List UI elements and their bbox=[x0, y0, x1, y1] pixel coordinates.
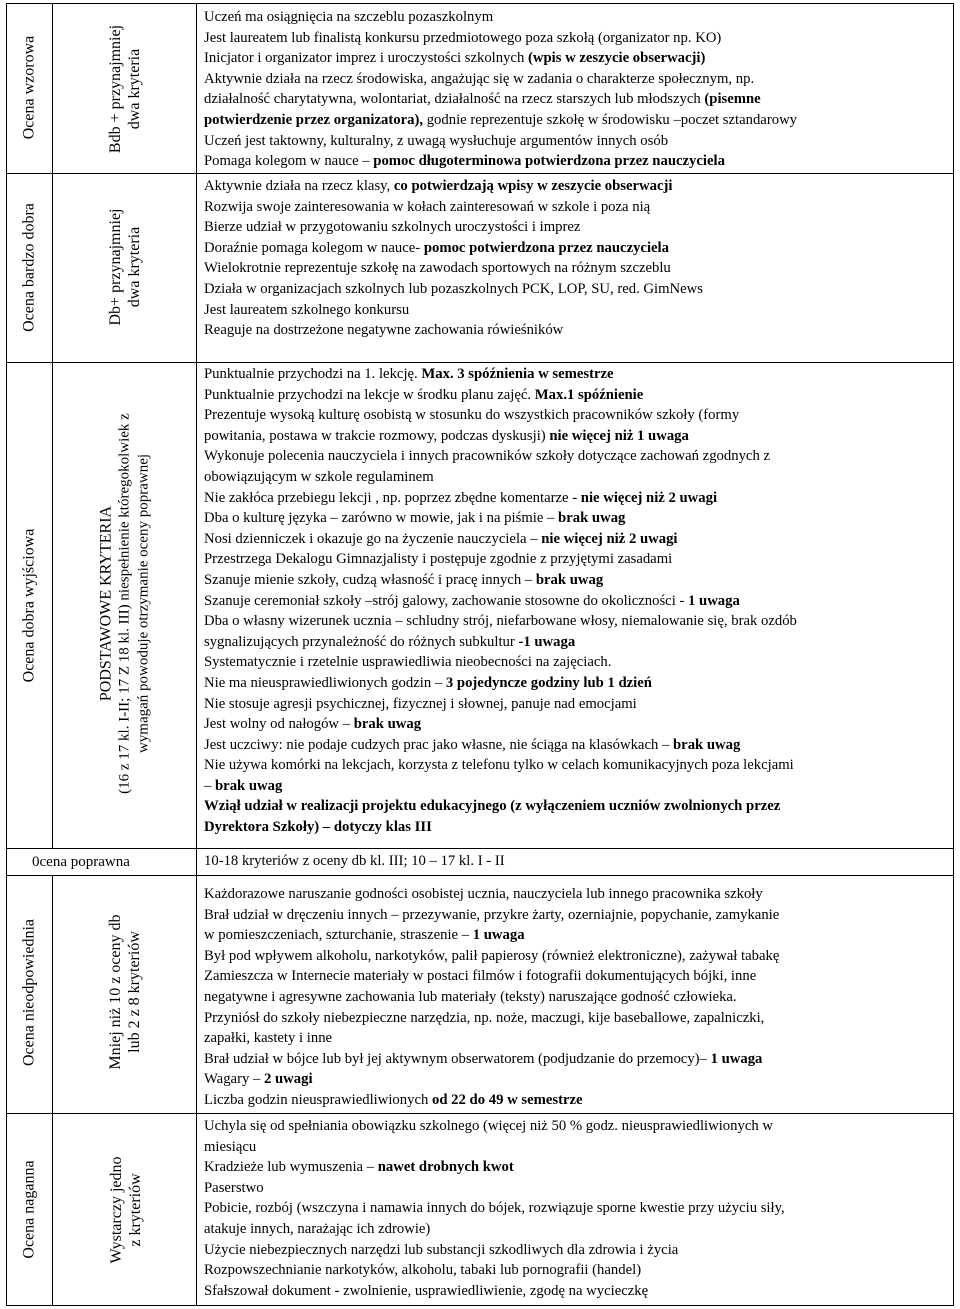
requirement-naganna: Wystarczy jedno z kryteriów bbox=[108, 1156, 144, 1264]
criterion-line bbox=[204, 611, 940, 632]
criterion-line bbox=[204, 652, 940, 673]
criterion-emphasis: od 22 do 49 w semestrze bbox=[432, 1091, 583, 1108]
table-border-top bbox=[6, 3, 954, 4]
criterion-line bbox=[204, 1157, 940, 1178]
criterion-text: Nie ma nieusprawiedliwionych godzin – bbox=[204, 674, 446, 691]
criterion-line bbox=[204, 151, 940, 172]
criterion-line bbox=[204, 28, 940, 49]
criterion-text: Uchyla się od spełniania obowiązku szkolnego (więcej niż 50 % godz. nieusprawiedliwionych w bbox=[204, 1118, 773, 1134]
criterion-text: negatywne i agresywne zachowania lub materiały (teksty) naruszające godność człowieka. bbox=[204, 988, 737, 1005]
criterion-line bbox=[204, 7, 940, 28]
criterion-line bbox=[204, 1008, 940, 1029]
criterion-text: działalność charytatywna, wolontariat, działalność na rzecz starszych lub młodszych bbox=[204, 91, 705, 108]
col-divider-2-top bbox=[196, 3, 197, 849]
table-border-bottom bbox=[6, 1305, 954, 1306]
criterion-text: Uczeń jest taktowny, kulturalny, z uwagą wysłuchuje argumentów innych osób bbox=[204, 132, 669, 149]
criterion-text: Punktualnie przychodzi na lekcje w środku planu zajęć. bbox=[204, 386, 535, 403]
criterion-line bbox=[204, 796, 940, 817]
criterion-emphasis: (wpis w zeszycie obserwacji) bbox=[527, 50, 706, 67]
criterion-text: Inicjator i organizator imprez i uroczystości szkolnych bbox=[204, 50, 528, 67]
col-divider-1-top bbox=[52, 3, 53, 849]
criterion-line bbox=[204, 673, 940, 694]
criterion-line bbox=[204, 1260, 940, 1281]
criterion-line bbox=[204, 238, 940, 259]
criterion-line bbox=[204, 385, 940, 406]
criterion-text: Punktualnie przychodzi na 1. lekcję. bbox=[204, 366, 422, 382]
grade-name-nieodpowiednia: Ocena nieodpowiednia bbox=[20, 918, 38, 1067]
criteria-list-naganna bbox=[204, 1116, 940, 1301]
criterion-emphasis: 1 uwaga bbox=[472, 927, 525, 944]
criterion-text: Prezentuje wysoką kulturę osobistą w stosunku do wszystkich pracowników szkoły (formy bbox=[204, 407, 740, 424]
criterion-line bbox=[204, 446, 940, 467]
criterion-emphasis: (pisemne bbox=[704, 91, 761, 108]
criterion-emphasis: Dyrektora Szkoły) – dotyczy klas III bbox=[204, 819, 432, 836]
criterion-text: sygnalizujących przynależność do różnych subkultur bbox=[204, 633, 519, 650]
criteria-list-dobra bbox=[204, 364, 940, 838]
criterion-emphasis: nie więcej niż 1 uwaga bbox=[549, 427, 689, 444]
criterion-text: Jest laureatem szkolnego konkursu bbox=[204, 301, 410, 318]
criterion-line bbox=[204, 884, 940, 905]
grade-name-dobra: Ocena dobra wyjściowa bbox=[20, 528, 38, 683]
criterion-line bbox=[204, 987, 940, 1008]
criterion-line bbox=[204, 946, 940, 967]
criterion-text: Użycie niebezpiecznych narzędzi lub substancji szkodliwych dla zdrowia i życia bbox=[204, 1241, 679, 1258]
criterion-emphasis: 3 pojedyncze godziny lub 1 dzień bbox=[445, 674, 652, 691]
criterion-line bbox=[204, 925, 940, 946]
criterion-line bbox=[204, 48, 940, 69]
criterion-text: Brał udział w bójce lub był jej aktywnym obserwatorem (podjudzanie do przemocy)– bbox=[204, 1050, 711, 1067]
criterion-poprawna: 10-18 kryteriów z oceny db kl. III; 10 – 17 kl. I - II bbox=[204, 853, 505, 869]
criterion-line bbox=[204, 197, 940, 218]
criterion-line bbox=[204, 1137, 940, 1158]
criterion-line bbox=[204, 364, 940, 385]
col-divider-2-bottom bbox=[196, 875, 197, 1306]
grade-name-poprawna: 0cena poprawna bbox=[32, 854, 130, 870]
criterion-text: Dba o kulturę języka – zarówno w mowie, jak i na piśmie – bbox=[204, 510, 559, 527]
criterion-text: Reaguje na dostrzeżone negatywne zachowania rówieśników bbox=[204, 322, 564, 339]
criterion-line bbox=[204, 755, 940, 776]
criterion-text: Działa w organizacjach szkolnych lub pozaszkolnych PCK, LOP, SU, red. GimNews bbox=[204, 280, 703, 297]
criterion-text: Pobicie, rozbój (wszczyna i namawia innych do bójek, rozwiązuje sporne kwestie przy użyciu siły, bbox=[204, 1200, 785, 1217]
criterion-line bbox=[204, 714, 940, 735]
criterion-text: Wagary – bbox=[204, 1071, 264, 1088]
criterion-emphasis: nie więcej niż 2 uwagi bbox=[541, 530, 678, 547]
criterion-text: Dba o własny wizerunek ucznia – schludny strój, niefarbowane włosy, niemalowanie się, brak ozdób bbox=[204, 613, 797, 630]
criterion-line bbox=[204, 549, 940, 570]
criterion-text: Nosi dzienniczek i okazuje go na życzenie nauczyciela – bbox=[204, 530, 542, 547]
criterion-line bbox=[204, 905, 940, 926]
criterion-emphasis: brak uwag bbox=[535, 571, 604, 588]
criterion-line bbox=[204, 735, 940, 756]
criterion-line bbox=[204, 426, 940, 447]
criterion-emphasis: -1 uwaga bbox=[518, 633, 576, 650]
criterion-line bbox=[204, 632, 940, 653]
criterion-emphasis: Max.1 spóźnienie bbox=[534, 386, 644, 403]
criterion-emphasis: brak uwag bbox=[353, 716, 422, 733]
criterion-text: Był pod wpływem alkoholu, narkotyków, palił papierosy (również elektroniczne), zażywał tabakę bbox=[204, 947, 780, 964]
criterion-emphasis: brak uwag bbox=[215, 777, 283, 794]
criterion-text: powitania, postawa w trakcie rozmowy, podczas dyskusji) bbox=[204, 427, 550, 444]
criterion-text: Przyniósł do szkoły niebezpieczne narzędzia, np. noże, maczugi, kije baseballowe, zapalniczki, bbox=[204, 1009, 765, 1026]
criterion-line bbox=[204, 1069, 940, 1090]
criterion-emphasis: co potwierdzają wpisy w zeszycie obserwacji bbox=[393, 178, 673, 194]
criterion-line bbox=[204, 69, 940, 90]
criterion-text: miesiącu bbox=[204, 1138, 257, 1155]
criterion-emphasis: potwierdzenie przez organizatora), bbox=[204, 111, 424, 128]
criterion-line bbox=[204, 776, 940, 797]
row-divider-wzorowa bbox=[6, 173, 954, 174]
criterion-text: zapałki, kastety i inne bbox=[204, 1030, 333, 1047]
criterion-line bbox=[204, 176, 940, 197]
criterion-line bbox=[204, 1178, 940, 1199]
criterion-text: Brał udział w dręczeniu innych – przezywanie, przykre żarty, ozerniajnie, popychanie, zamykanie bbox=[204, 906, 780, 923]
criteria-list-bardzo-dobra bbox=[204, 176, 940, 341]
criterion-emphasis: pomoc długoterminowa potwierdzona przez nauczyciela bbox=[373, 153, 725, 170]
criterion-line bbox=[204, 89, 940, 110]
criterion-line bbox=[204, 1028, 940, 1049]
criterion-text: Nie używa komórki na lekcjach, korzysta z telefonu tylko w celach komunikacyjnych poza lekcjami bbox=[204, 757, 794, 774]
criterion-line bbox=[204, 694, 940, 715]
criterion-line bbox=[204, 1219, 940, 1240]
criterion-text: w pomieszczeniach, szturchanie, straszenie – bbox=[204, 927, 473, 944]
criterion-emphasis: Wziął udział w realizacji projektu edukacyjnego (z wyłączeniem uczniów zwolnionych przez bbox=[204, 798, 781, 815]
criteria-list-wzorowa bbox=[204, 7, 940, 172]
criterion-line bbox=[204, 1049, 940, 1070]
criterion-line bbox=[204, 131, 940, 152]
criterion-text: Wielokrotnie reprezentuje szkołę na zawodach sportowych na różnym szczeblu bbox=[204, 260, 671, 277]
col-divider-1-bottom bbox=[52, 875, 53, 1306]
col-divider-2-mid bbox=[196, 848, 197, 876]
requirement-wzorowa: Bdb + przynajmniej dwa kryteria bbox=[107, 24, 143, 154]
criterion-line bbox=[204, 1198, 940, 1219]
criterion-text: Jest laureatem lub finalistą konkursu przedmiotowego poza szkołą (organizator np. KO) bbox=[204, 29, 722, 46]
requirement-dobra: PODSTAWOWE KRYTERIA (16 z 17 kl. I-II; 17 Z 18 kl. III) niespełnienie któregokolwiek z wymagań powoduje otrzymanie oceny poprawnej bbox=[97, 413, 152, 794]
criteria-list-nieodpowiednia bbox=[204, 884, 940, 1111]
row-divider-nieodpowiednia bbox=[6, 1113, 954, 1114]
criterion-text: Sfałszował dokument - zwolnienie, usprawiedliwienie, zgodę na wycieczkę bbox=[204, 1282, 649, 1299]
row-divider-poprawna bbox=[6, 875, 954, 876]
grade-name-bardzo-dobra: Ocena bardzo dobra bbox=[20, 203, 38, 332]
criterion-line bbox=[204, 217, 940, 238]
criterion-emphasis: Max. 3 spóźnienia w semestrze bbox=[421, 366, 614, 382]
criterion-text: Rozwija swoje zainteresowania w kołach zainteresowań w szkole i poza nią bbox=[204, 198, 651, 215]
criterion-emphasis: 2 uwagi bbox=[264, 1071, 313, 1088]
criterion-text: Zamieszcza w Internecie materiały w postaci filmów i fotografii dokumentujących bójki, inne bbox=[204, 968, 757, 985]
criterion-text: obowiązującym w szkole regulaminem bbox=[204, 468, 434, 485]
criterion-text: Aktywnie działa na rzecz klasy, bbox=[204, 178, 394, 194]
criterion-emphasis: nie więcej niż 2 uwagi bbox=[580, 489, 718, 506]
criterion-text: Systematycznie i rzetelnie usprawiedliwia nieobecności na zajęciach. bbox=[204, 654, 612, 671]
table-border-right bbox=[953, 3, 954, 1306]
criterion-emphasis: 1 uwaga bbox=[710, 1050, 763, 1067]
criterion-text: godnie reprezentuje szkołę w środowisku –poczet sztandarowy bbox=[423, 111, 798, 128]
criterion-text: Wykonuje polecenia nauczyciela i innych pracowników szkoły dotyczące zachowań zgodnych z bbox=[204, 448, 770, 465]
criterion-text: Nie zakłóca przebiegu lekcji , np. poprzez zbędne komentarze - bbox=[204, 489, 581, 506]
criterion-text: Nie stosuje agresji psychicznej, fizycznej i słownej, panuje nad emocjami bbox=[204, 695, 637, 712]
criterion-text: Szanuje mienie szkoły, cudzą własność i pracę innych – bbox=[204, 571, 536, 588]
criterion-line bbox=[204, 300, 940, 321]
criterion-emphasis: nawet drobnych kwot bbox=[377, 1159, 514, 1176]
criterion-line bbox=[204, 467, 940, 488]
criterion-line bbox=[204, 817, 940, 838]
criterion-text: – bbox=[204, 777, 216, 794]
criterion-line bbox=[204, 488, 940, 509]
row-divider-bardzo-dobra bbox=[6, 362, 954, 363]
grade-name-wzorowa: Ocena wzorowa bbox=[20, 35, 38, 140]
criterion-text: Paserstwo bbox=[204, 1179, 264, 1196]
criterion-text: Bierze udział w przygotowaniu szkolnych uroczystości i imprez bbox=[204, 219, 581, 236]
criterion-text: Liczba godzin nieusprawiedliwionych bbox=[204, 1091, 432, 1108]
criterion-line bbox=[204, 591, 940, 612]
criterion-text: Przestrzega Dekalogu Gimnazjalisty i postępuje zgodnie z przyjętymi zasadami bbox=[204, 551, 673, 568]
criterion-line bbox=[204, 570, 940, 591]
criterion-emphasis: 1 uwaga bbox=[688, 592, 740, 609]
criterion-line bbox=[204, 1240, 940, 1261]
criterion-line bbox=[204, 508, 940, 529]
criterion-line bbox=[204, 110, 940, 131]
criterion-line bbox=[204, 529, 940, 550]
criterion-line bbox=[204, 258, 940, 279]
criterion-line bbox=[204, 1281, 940, 1302]
criterion-emphasis: pomoc potwierdzona przez nauczyciela bbox=[423, 239, 669, 256]
criterion-line bbox=[204, 966, 940, 987]
criterion-text: Jest wolny od nałogów – bbox=[204, 716, 354, 733]
criterion-text: Aktywnie działa na rzecz środowiska, angażując się w zadania o charakterze społecznym, np. bbox=[204, 70, 755, 87]
row-divider-dobra bbox=[6, 848, 954, 849]
criterion-text: Szanuje ceremoniał szkoły –strój galowy, zachowanie stosowne do okoliczności - bbox=[204, 592, 689, 609]
criterion-text: Każdorazowe naruszanie godności osobistej ucznia, nauczyciela lub innego pracownika szkoły bbox=[204, 886, 763, 902]
criterion-line bbox=[204, 1116, 940, 1137]
criterion-text: Pomaga kolegom w nauce – bbox=[204, 153, 374, 170]
requirement-bardzo-dobra: Db+ przynajmniej dwa kryteria bbox=[107, 208, 143, 326]
criterion-text: Doraźnie pomaga kolegom w nauce- bbox=[204, 239, 424, 256]
requirement-nieodpowiednia: Mniej niż 10 z oceny db lub 2 z 8 kryteriów bbox=[107, 914, 143, 1070]
criterion-text: Jest uczciwy: nie podaje cudzych prac jako własne, nie ściąga na klasówkach – bbox=[204, 736, 674, 753]
criterion-line bbox=[204, 1090, 940, 1111]
criterion-text: Rozpowszechnianie narkotyków, alkoholu, tabaki lub pornografii (handel) bbox=[204, 1262, 642, 1279]
criterion-text: atakuje innych, narażając ich zdrowie) bbox=[204, 1220, 431, 1237]
criterion-text: Uczeń ma osiągnięcia na szczeblu pozaszkolnym bbox=[204, 9, 494, 25]
grade-name-naganna: Ocena naganna bbox=[20, 1160, 38, 1259]
criterion-emphasis: brak uwag bbox=[558, 510, 626, 527]
criterion-line bbox=[204, 405, 940, 426]
criterion-emphasis: brak uwag bbox=[673, 736, 741, 753]
table-border-left bbox=[6, 3, 7, 1306]
criterion-line bbox=[204, 279, 940, 300]
criterion-line bbox=[204, 320, 940, 341]
criterion-text: Kradzieże lub wymuszenia – bbox=[204, 1159, 378, 1176]
